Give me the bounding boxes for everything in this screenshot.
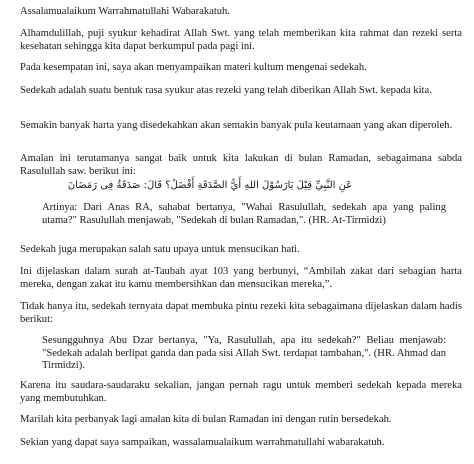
closing: Sekian yang dapat saya sampaikan, wassalamualaikum warrahmatullahi wabarakatuh. (20, 437, 385, 448)
paragraph-opening: Alhamdulillah, puji syukur kehadirat Allah Swt. yang telah memberikan kita rahmat dan rezeki serta kesehatan sehingga kita dapat berkumpul pada pagi ini. (20, 28, 462, 52)
arabic-hadith: عَنِ النَّبِيِّ قِيْلَ يَارَسُوْلَ اللهِ أَيُّ الصَّدَقَةِ أَفْضَلُ؟ قَالَ: صَدَقَةٌ فِى رَمَضَانَ (67, 180, 353, 191)
paragraph-virtue: Semakin banyak harta yang disedekahkan akan semakin banyak pula keutamaan yang akan diperoleh. (20, 120, 453, 131)
paragraph-topic: Pada kesempatan ini, saya akan menyampaikan materi kultum mengenai sedekah. (20, 62, 367, 73)
paragraph-rezeki: Tidak hanya itu, sedekah ternyata dapat membuka pintu rezeki kita sebagaimana dijelaskan dalam hadis berikut: (20, 301, 462, 325)
greeting: Assalamualaikum Warrahmatullahi Wabarakatuh. (20, 6, 231, 17)
paragraph-invitation: Marilah kita perbanyak lagi amalan kita di bulan Ramadan ini dengan rutin bersedekah. (20, 414, 392, 425)
paragraph-ramadan: Amalan ini terutamanya sangat baik untuk kita lakukan di bulan Ramadan, sebagaimana sabda Rasulullah saw. berikut ini: (20, 153, 462, 177)
paragraph-definition: Sedekah adalah suatu bentuk rasa syukur atas rezeki yang telah diberikan Allah Swt. kepada kita. (20, 85, 432, 96)
paragraph-purify: Sedekah juga merupakan salah satu upaya untuk mensucikan hati. (20, 244, 300, 255)
hadith-translation: Artinya: Dari Anas RA, sahabat bertanya, "Wahai Rasulullah, sedekah apa yang paling utama?" Rasulullah menjawab, "Sedekah di bulan Ramadan,". (HR. At-Tirmidzi) (42, 202, 446, 226)
paragraph-appeal: Karena itu saudara-saudaraku sekalian, jangan pernah ragu untuk memberi sedekah kepada mereka yang membutuhkan. (20, 380, 462, 404)
hadith-quote: Sesungguhnya Abu Dzar bertanya, "Ya, Rasulullah, apa itu sedekah?" Beliau menjawab: "Sedekah adalah berlipat ganda dan pada sisi Allah Swt. terdapat tambahan,". (HR. Ahmad dan Tirmidzi). (42, 335, 446, 372)
paragraph-taubah: Ini dijelaskan dalam surah at-Taubah ayat 103 yang berbunyi, “Ambilah zakat dari sebagian harta mereka, dengan zakat itu kamu membersihkan dan mensucikan mereka,”. (20, 266, 462, 290)
